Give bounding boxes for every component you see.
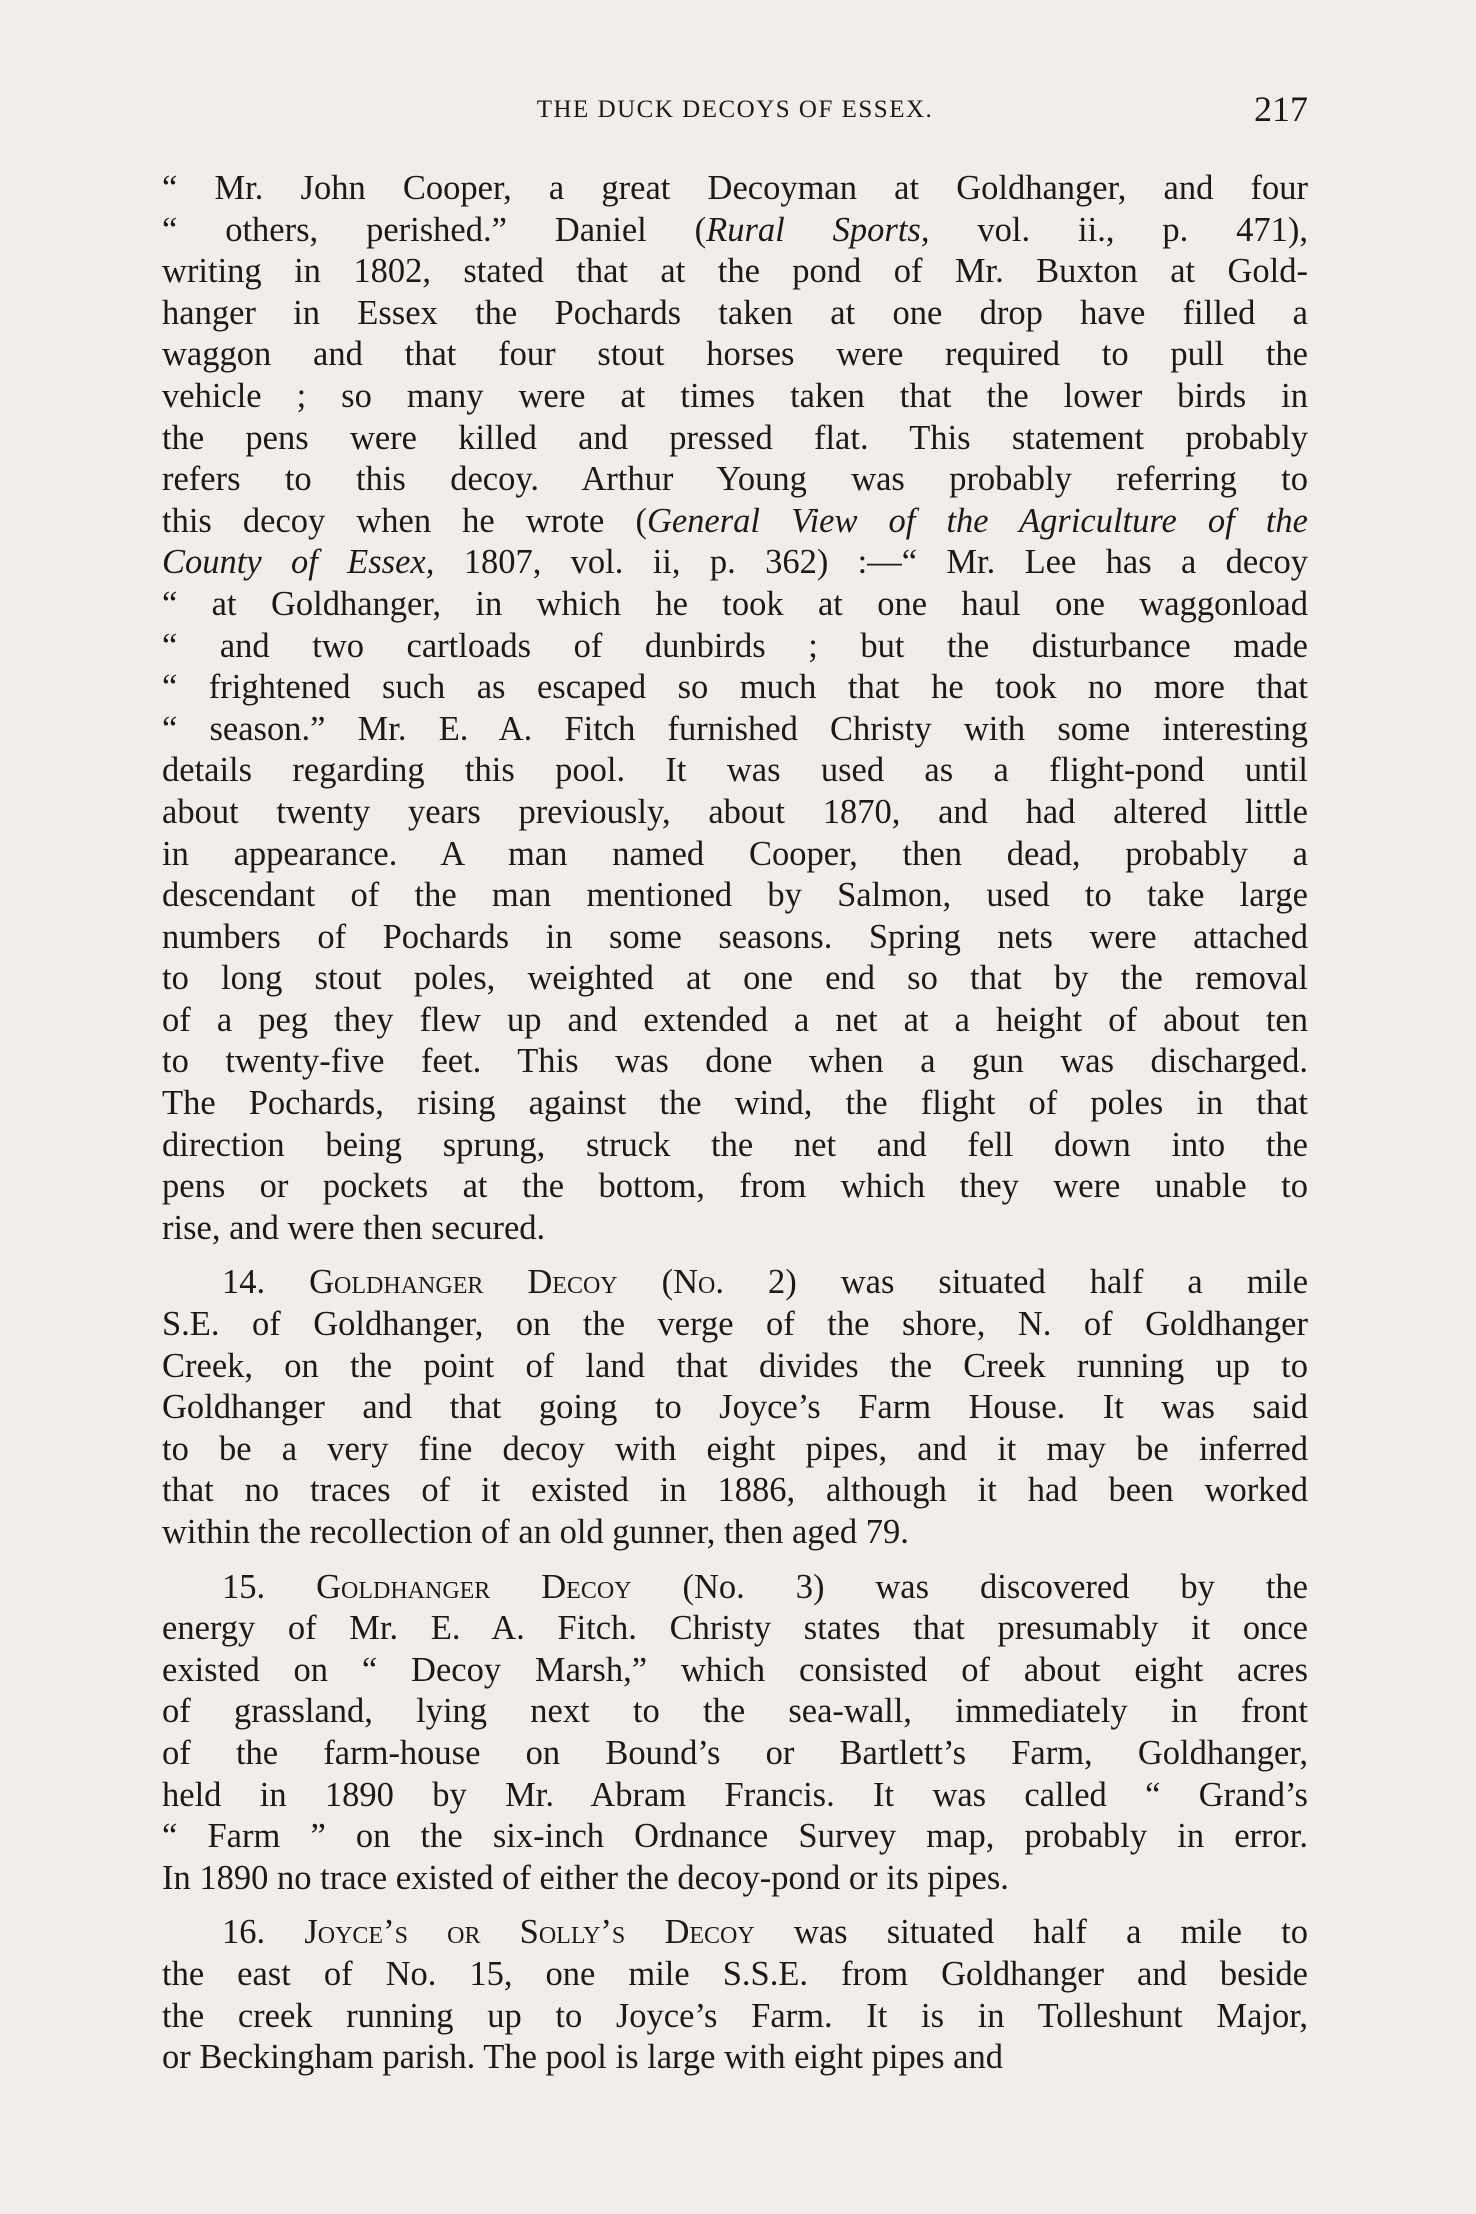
text-line: this decoy when he wrote (General View of the Agriculture of the (162, 501, 1308, 540)
text-line: to long stout poles, weighted at one end so that by the removal (162, 959, 1308, 998)
text-line: to twenty-five feet. This was done when a gun was discharged. (162, 1042, 1308, 1081)
italic-text: General View of the Agriculture of the (646, 501, 1308, 540)
small-caps-heading: Goldhanger Decoy (309, 1263, 618, 1302)
text-line: “ Mr. John Cooper, a great Decoyman at Goldhanger, and four (162, 169, 1308, 207)
text-line: “ and two cartloads of dunbirds ; but the disturbance made (162, 626, 1308, 665)
text-line: the pens were killed and pressed flat. This statement probably (162, 418, 1308, 457)
text-line: to be a very fine decoy with eight pipes, and it may be inferred (162, 1429, 1308, 1468)
text-line: “ others, perished.” Daniel (Rural Sports, vol. ii., p. 471), (162, 210, 1308, 249)
page-number: 217 (1254, 89, 1308, 129)
text-line: pens or pockets at the bottom, from which they were unable to (162, 1167, 1308, 1206)
text-line: the creek running up to Joyce’s Farm. It is in Tolleshunt Major, (162, 1996, 1308, 2035)
paragraph-gap (162, 1554, 1308, 1567)
text-line: Goldhanger and that going to Joyce’s Farm House. It was said (162, 1388, 1308, 1427)
small-caps-heading: Goldhanger Decoy (316, 1567, 632, 1606)
text-line: rise, and were then secured. (162, 1208, 546, 1247)
small-caps-heading: Joyce’s or Solly’s Decoy (304, 1913, 755, 1952)
paragraph (162, 1262, 1308, 1553)
text-line: 14. Goldhanger Decoy (No. 2) was situated half a mile (222, 1263, 1309, 1302)
text-line: County of Essex, 1807, vol. ii, p. 362) :—“ Mr. Lee has a decoy (162, 543, 1309, 582)
paragraph-gap (162, 1899, 1308, 1912)
italic-text: County of Essex, (162, 543, 435, 582)
text-line: “ frightened such as escaped so much that he took no more that (162, 668, 1308, 707)
text-line: details regarding this pool. It was used as a flight-pond until (162, 751, 1308, 790)
text-line: of a peg they flew up and extended a net at a height of about ten (162, 1000, 1308, 1039)
text-line: Creek, on the point of land that divides the Creek running up to (162, 1346, 1308, 1385)
text-line: the east of No. 15, one mile S.S.E. from Goldhanger and beside (162, 1954, 1308, 1993)
body-text (162, 168, 1308, 2079)
running-head: THE DUCK DECOYS OF ESSEX. (536, 96, 934, 123)
page-header (162, 88, 1308, 138)
text-line: S.E. of Goldhanger, on the verge of the shore, N. of Goldhanger (162, 1305, 1308, 1344)
text-line: direction being sprung, struck the net and fell down into the (162, 1125, 1308, 1164)
text-line: “ Farm ” on the six-inch Ordnance Survey map, probably in error. (162, 1817, 1308, 1856)
text-line: about twenty years previously, about 1870, and had altered little (162, 792, 1308, 831)
text-line: of grassland, lying next to the sea-wall, immediately in front (162, 1692, 1308, 1731)
text-line: within the recollection of an old gunner, then aged 79. (162, 1513, 909, 1551)
text-line: “ season.” Mr. E. A. Fitch furnished Christy with some interesting (162, 709, 1308, 748)
text-line: in appearance. A man named Cooper, then dead, probably a (162, 834, 1308, 873)
small-caps-heading: No. (673, 1263, 725, 1302)
paragraph (162, 1567, 1308, 1900)
paragraph-gap (162, 1249, 1308, 1262)
text-line: existed on “ Decoy Marsh,” which consisted of about eight acres (162, 1650, 1308, 1689)
text-line: 15. Goldhanger Decoy (No. 3) was discovered by the (222, 1567, 1308, 1606)
text-line: held in 1890 by Mr. Abram Francis. It was called “ Grand’s (162, 1775, 1308, 1814)
text-line: “ at Goldhanger, in which he took at one haul one waggonload (162, 584, 1308, 623)
text-line: energy of Mr. E. A. Fitch. Christy states that presumably it once (162, 1609, 1308, 1648)
text-line: descendant of the man mentioned by Salmon, used to take large (162, 876, 1308, 915)
italic-text: Rural Sports, (706, 210, 930, 249)
paragraph (162, 1912, 1308, 2078)
text-line: or Beckingham parish. The pool is large with eight pipes and (162, 2038, 1003, 2077)
text-line: vehicle ; so many were at times taken that the lower birds in (162, 376, 1308, 415)
text-line: refers to this decoy. Arthur Young was probably referring to (162, 460, 1308, 499)
text-line: numbers of Pochards in some seasons. Spring nets were attached (162, 917, 1308, 956)
paragraph (162, 168, 1308, 1249)
text-line: In 1890 no trace existed of either the decoy-pond or its pipes. (162, 1858, 1009, 1897)
text-line: of the farm-house on Bound’s or Bartlett’s Farm, Goldhanger, (162, 1733, 1308, 1772)
text-line: 16. Joyce’s or Solly’s Decoy was situated half a mile to (222, 1913, 1308, 1952)
text-line: The Pochards, rising against the wind, the flight of poles in that (162, 1084, 1308, 1123)
text-line: waggon and that four stout horses were required to pull the (162, 335, 1308, 374)
text-line: writing in 1802, stated that at the pond of Mr. Buxton at Gold- (162, 252, 1308, 291)
text-line: that no traces of it existed in 1886, although it had been worked (162, 1471, 1308, 1510)
text-line: hanger in Essex the Pochards taken at one drop have filled a (162, 293, 1308, 332)
